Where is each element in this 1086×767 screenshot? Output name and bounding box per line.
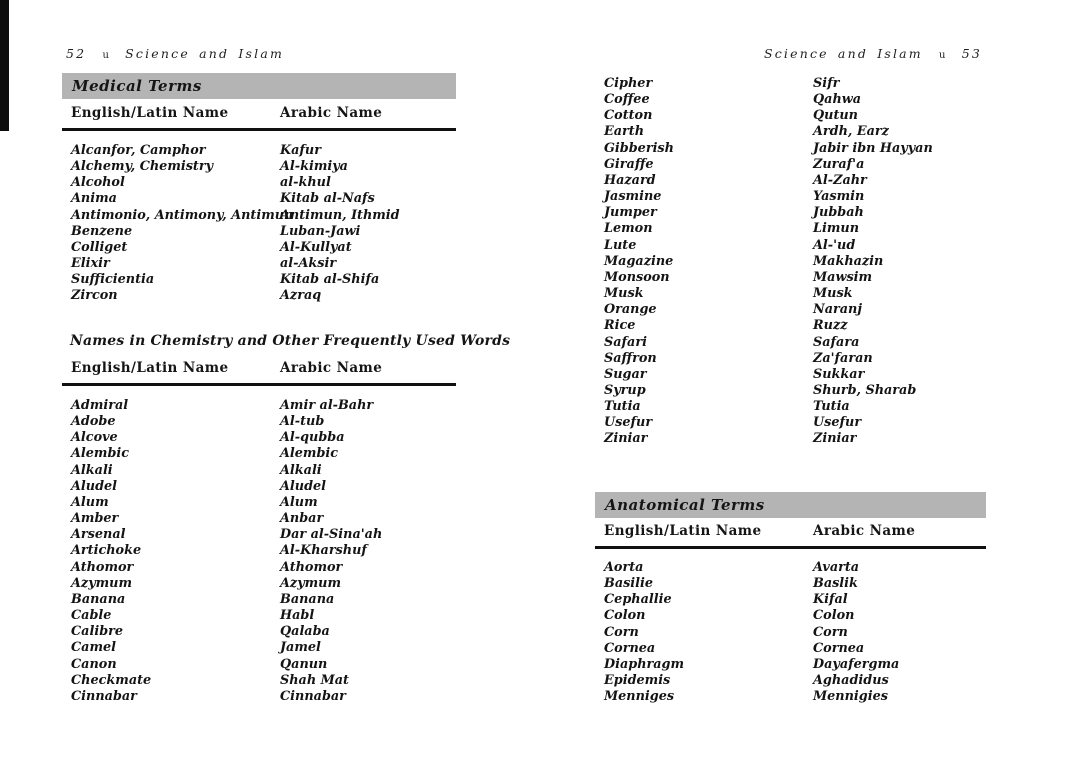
section-title: Medical Terms [72, 77, 202, 95]
english-latin-term: Usefur [604, 415, 653, 431]
table-row [62, 479, 456, 495]
english-latin-term: Colliget [71, 239, 128, 255]
chemistry-terms-table-continued [595, 76, 986, 448]
english-latin-term: Admiral [71, 398, 129, 413]
table-row [595, 608, 986, 624]
section-title: Anatomical Terms [605, 496, 765, 514]
english-latin-term: Lute [604, 237, 637, 253]
arabic-term: Zuraf'a [813, 156, 865, 172]
english-latin-term: Zircon [71, 288, 118, 304]
column-header-arabic: Arabic Name [280, 360, 383, 376]
table-row [595, 383, 986, 399]
arabic-term: Kifal [813, 592, 848, 608]
column-headers-chemistry [62, 360, 456, 386]
arabic-term: Sifr [813, 76, 840, 91]
arabic-term: Qanun [280, 656, 328, 672]
english-latin-term: Magazine [604, 253, 674, 269]
table-row [595, 108, 986, 124]
arabic-term: Aludel [280, 478, 327, 494]
english-latin-term: Cornea [604, 640, 656, 656]
chemistry-terms-table [62, 398, 456, 705]
english-latin-term: Musk [604, 286, 644, 302]
running-head-left [66, 46, 284, 61]
arabic-term: Antimun, Ithmid [280, 207, 400, 223]
arabic-term: Za'faran [813, 350, 873, 366]
table-row [62, 576, 456, 592]
arabic-term: Kafur [280, 143, 321, 158]
english-latin-term: Adobe [71, 414, 116, 430]
arabic-term: Luban-Jawi [280, 223, 361, 239]
table-row [595, 92, 986, 108]
arabic-term: Mennigies [813, 689, 888, 705]
arabic-term: Shurb, Sharab [813, 382, 917, 398]
column-header-english-latin: English/Latin Name [71, 360, 229, 376]
arabic-term: Al-'ud [813, 237, 856, 253]
english-latin-term: Cinnabar [71, 688, 137, 704]
table-row [595, 302, 986, 318]
fleuron-ornament-icon: u [102, 50, 109, 61]
english-latin-term: Menniges [604, 689, 675, 705]
column-headers-medical [62, 105, 456, 131]
english-latin-term: Anima [71, 191, 117, 207]
english-latin-term: Artichoke [71, 543, 142, 559]
english-latin-term: Coffee [604, 92, 650, 108]
table-row [595, 189, 986, 205]
arabic-term: Azymum [280, 575, 342, 591]
fleuron-ornament-icon: u [939, 50, 946, 61]
section-banner-medical-terms [62, 73, 456, 99]
table-row [62, 272, 456, 288]
english-latin-term: Cable [71, 608, 112, 624]
arabic-term: Alembic [280, 446, 339, 462]
anatomical-terms-table [595, 560, 986, 705]
english-latin-term: Hazard [604, 172, 656, 188]
table-row [62, 240, 456, 256]
arabic-term: Azraq [280, 288, 322, 304]
english-latin-term: Cipher [604, 76, 653, 91]
column-header-arabic: Arabic Name [280, 105, 383, 121]
arabic-term: Amir al-Bahr [280, 398, 374, 413]
arabic-term: Kitab al-Nafs [280, 191, 375, 207]
arabic-term: Al-Kharshuf [280, 543, 367, 559]
english-latin-term: Jumper [604, 205, 657, 221]
english-latin-term: Cotton [604, 108, 653, 124]
english-latin-term: Corn [604, 624, 639, 640]
english-latin-term: Alum [71, 494, 109, 510]
table-row [62, 446, 456, 462]
english-latin-term: Calibre [71, 624, 124, 640]
english-latin-term: Lemon [604, 221, 653, 237]
table-row [595, 399, 986, 415]
arabic-term: Makhazin [813, 253, 884, 269]
table-row [62, 191, 456, 207]
english-latin-term: Alcanfor, Camphor [71, 143, 206, 158]
arabic-term: Ruzz [813, 318, 848, 334]
table-row [62, 288, 456, 304]
english-latin-term: Elixir [71, 256, 110, 272]
english-latin-term: Jasmine [604, 189, 662, 205]
english-latin-term: Orange [604, 302, 657, 318]
english-latin-term: Epidemis [604, 673, 671, 689]
arabic-term: Jabir ibn Hayyan [813, 140, 933, 156]
english-latin-term: Monsoon [604, 269, 670, 285]
table-row [62, 673, 456, 689]
table-row [595, 238, 986, 254]
english-latin-term: Athomor [71, 559, 134, 575]
arabic-term: Al-Zahr [813, 172, 867, 188]
table-row [62, 495, 456, 511]
arabic-term: Usefur [813, 415, 862, 431]
arabic-term: Cinnabar [280, 688, 346, 704]
english-latin-term: Azymum [71, 575, 133, 591]
arabic-term: Ardh, Earz [813, 124, 889, 140]
table-row [62, 159, 456, 175]
table-row [595, 205, 986, 221]
arabic-term: Colon [813, 608, 855, 624]
english-latin-term: Alembic [71, 446, 130, 462]
arabic-term: Qutun [813, 108, 858, 124]
english-latin-term: Saffron [604, 350, 657, 366]
english-latin-term: Banana [71, 591, 126, 607]
table-row [595, 415, 986, 431]
table-row [62, 640, 456, 656]
english-latin-term: Arsenal [71, 527, 126, 543]
english-latin-term: Giraffe [604, 156, 654, 172]
arabic-term: Dar al-Sina'ah [280, 527, 383, 543]
table-row [595, 576, 986, 592]
table-row [595, 254, 986, 270]
table-row [595, 173, 986, 189]
table-row [595, 124, 986, 140]
table-row [595, 141, 986, 157]
table-row [595, 560, 986, 576]
column-header-arabic: Arabic Name [813, 523, 916, 539]
section-heading-chemistry: Names in Chemistry and Other Frequently Used Words [70, 333, 511, 349]
english-latin-term: Basilie [604, 576, 654, 592]
column-header-english-latin: English/Latin Name [71, 105, 229, 121]
arabic-term: Banana [280, 591, 335, 607]
arabic-term: Sukkar [813, 366, 865, 382]
english-latin-term: Canon [71, 656, 117, 672]
table-row [62, 560, 456, 576]
english-latin-term: Antimonio, Antimony, Antimun [71, 207, 294, 223]
table-row [62, 689, 456, 705]
table-row [595, 76, 986, 92]
table-row [595, 673, 986, 689]
table-row [595, 351, 986, 367]
table-row [595, 270, 986, 286]
english-latin-term: Gibberish [604, 140, 674, 156]
english-latin-term: Safari [604, 334, 647, 350]
table-row [595, 318, 986, 334]
arabic-term: Qalaba [280, 624, 330, 640]
english-latin-term: Checkmate [71, 672, 152, 688]
arabic-term: Athomor [280, 559, 343, 575]
table-row [62, 527, 456, 543]
book-title: Science and Islam [125, 46, 285, 61]
table-row [595, 431, 986, 447]
english-latin-term: Tutia [604, 399, 641, 415]
english-latin-term: Ziniar [604, 431, 648, 447]
english-latin-term: Sufficientia [71, 272, 155, 288]
table-row [595, 286, 986, 302]
column-header-english-latin: English/Latin Name [604, 523, 762, 539]
english-latin-term: Aludel [71, 478, 118, 494]
table-row [595, 689, 986, 705]
arabic-term: Shah Mat [280, 672, 349, 688]
arabic-term: Jamel [280, 640, 321, 656]
arabic-term: Jubbah [813, 205, 864, 221]
table-row [595, 367, 986, 383]
english-latin-term: Benzene [71, 223, 133, 239]
medical-terms-table [62, 143, 456, 305]
english-latin-term: Syrup [604, 382, 646, 398]
table-row [62, 143, 456, 159]
arabic-term: al-khul [280, 175, 331, 191]
arabic-term: Musk [813, 286, 853, 302]
arabic-term: Aghadidus [813, 673, 889, 689]
table-row [595, 657, 986, 673]
arabic-term: Dayafergma [813, 656, 900, 672]
table-row [595, 625, 986, 641]
table-row [595, 641, 986, 657]
book-title: Science and Islam [763, 46, 923, 61]
column-headers-anatomical [595, 523, 986, 549]
arabic-term: Anbar [280, 511, 324, 527]
arabic-term: Limun [813, 221, 860, 237]
english-latin-term: Earth [604, 124, 645, 140]
arabic-term: Tutia [813, 399, 850, 415]
english-latin-term: Alkali [71, 462, 113, 478]
english-latin-term: Alchemy, Chemistry [71, 159, 214, 175]
english-latin-term: Alcove [71, 430, 118, 446]
table-row [62, 256, 456, 272]
arabic-term: Kitab al-Shifa [280, 272, 380, 288]
arabic-term: Al-tub [280, 414, 325, 430]
table-row [62, 511, 456, 527]
english-latin-term: Cephallie [604, 592, 672, 608]
english-latin-term: Colon [604, 608, 646, 624]
arabic-term: Alum [280, 494, 318, 510]
table-row [62, 608, 456, 624]
arabic-term: Mawsim [813, 269, 873, 285]
arabic-term: Habl [280, 608, 315, 624]
section-banner-anatomical-terms [595, 492, 986, 518]
english-latin-term: Diaphragm [604, 656, 685, 672]
page-number: 52 [66, 46, 87, 61]
table-row [62, 592, 456, 608]
table-row [62, 463, 456, 479]
english-latin-term: Camel [71, 640, 117, 656]
table-row [62, 208, 456, 224]
table-row [595, 592, 986, 608]
english-latin-term: Amber [71, 511, 119, 527]
table-row [62, 430, 456, 446]
english-latin-term: Sugar [604, 366, 647, 382]
arabic-term: Cornea [813, 640, 865, 656]
table-row [62, 543, 456, 559]
english-latin-term: Alcohol [71, 175, 125, 191]
table-row [62, 175, 456, 191]
arabic-term: Corn [813, 624, 848, 640]
arabic-term: Qahwa [813, 92, 862, 108]
arabic-term: Al-kimiya [280, 159, 348, 175]
table-row [595, 157, 986, 173]
running-head-right [764, 46, 982, 61]
arabic-term: al-Aksir [280, 256, 337, 272]
table-row [62, 414, 456, 430]
arabic-term: Al-Kullyat [280, 239, 352, 255]
english-latin-term: Aorta [604, 560, 644, 575]
arabic-term: Yasmin [813, 189, 865, 205]
page-number: 53 [961, 46, 982, 61]
table-row [595, 335, 986, 351]
arabic-term: Al-qubba [280, 430, 345, 446]
scan-edge-artifact [0, 0, 9, 131]
arabic-term: Safara [813, 334, 860, 350]
arabic-term: Naranj [813, 302, 862, 318]
arabic-term: Baslik [813, 576, 858, 592]
arabic-term: Avarta [813, 560, 860, 575]
english-latin-term: Rice [604, 318, 636, 334]
table-row [62, 624, 456, 640]
table-row [62, 398, 456, 414]
arabic-term: Alkali [280, 462, 322, 478]
table-row [595, 221, 986, 237]
table-row [62, 224, 456, 240]
arabic-term: Ziniar [813, 431, 857, 447]
table-row [62, 657, 456, 673]
